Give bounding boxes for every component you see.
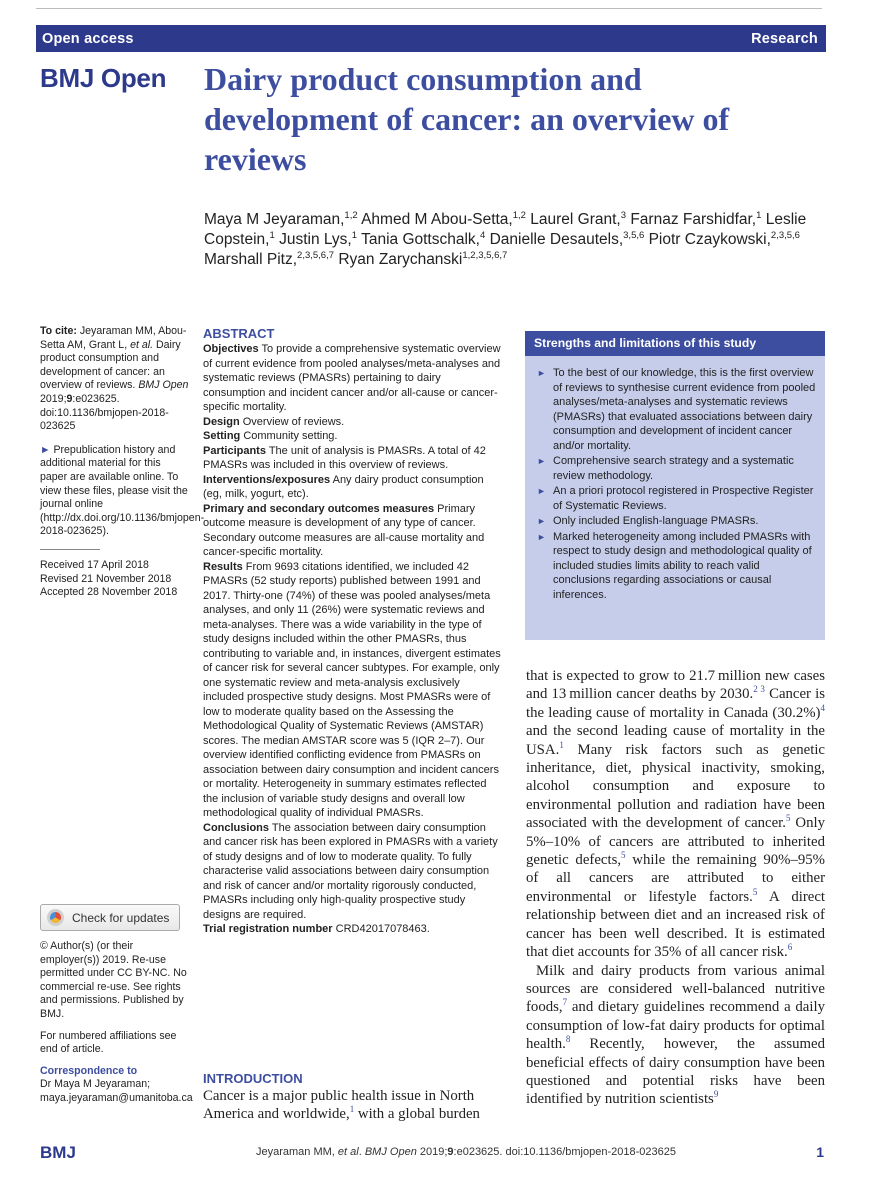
citation-block: [40, 325, 190, 434]
triangle-bullet-icon: ►: [537, 368, 546, 378]
strengths-heading: Strengths and limitations of this study: [525, 331, 825, 356]
cite-journal: BMJ Open: [138, 379, 189, 392]
abstract-section: [203, 821, 503, 923]
abstract-body: [203, 342, 503, 937]
footer-logo: BMJ: [40, 1143, 76, 1162]
strengths-list: [525, 356, 825, 602]
cite-volume: 9: [66, 392, 73, 405]
abstract-section-label: Setting: [203, 430, 241, 442]
author-name[interactable]: Marshall Pitz,: [204, 251, 298, 268]
author-affiliation: 2,3,5,6: [770, 229, 800, 241]
body-text: Many risk factors such as genetic inheritance, diet, physical inactivity, smoking, alcohol consumption and exposure to environmental pollution and radiation have been associated with the development of cancer.: [526, 741, 825, 832]
cite-etal: et al.: [130, 338, 154, 351]
footer-journal: BMJ Open: [364, 1146, 417, 1158]
divider: [40, 549, 100, 550]
author-name[interactable]: Ahmed M Abou-Setta,: [361, 211, 513, 228]
author-affiliation: 2,3,5,6,7: [297, 249, 335, 261]
left-sidebar-bottom: [40, 940, 193, 1106]
abstract-section: [203, 429, 503, 444]
abstract-section: [203, 922, 503, 937]
article-title: Dairy product consumption and development of cancer: an overview of reviews: [204, 61, 730, 177]
cite-doi[interactable]: :e023625. doi:10.1136/bmjopen-2018-023625: [40, 392, 169, 433]
prepub-text[interactable]: Prepublication history and additional material for this paper are available online. To view these files, please visit the journal online (http://dx.doi.org/10.1136/bmjopen-2018-023625).: [40, 443, 205, 538]
abstract-section-label: Trial registration number: [203, 923, 333, 935]
reference-link[interactable]: 2 3: [753, 684, 765, 695]
author-affiliation: 1: [269, 229, 275, 241]
author-affiliation: 1,2: [512, 209, 526, 221]
author-name[interactable]: Leslie Copstein,: [204, 211, 807, 248]
footer-citation: [256, 1146, 676, 1158]
author-name[interactable]: Maya M Jeyaraman,: [204, 211, 345, 228]
abstract-section-text: Any dairy product consumption (eg, milk, yogurt, etc).: [203, 473, 484, 500]
reference-link[interactable]: 7: [562, 997, 568, 1008]
introduction: [203, 1070, 503, 1124]
reference-link[interactable]: 1: [559, 739, 564, 750]
author-name[interactable]: Piotr Czaykowski,: [648, 231, 771, 248]
body-paragraph: [526, 667, 825, 962]
abstract-section: [203, 444, 503, 473]
strength-text: To the best of our knowledge, this is the first overview of reviews to synthesise current evidence from pooled analyses/meta-analyses and systematic reviews (PMASRs) that evaluated associations between dairy consumption and development of incident cancer and/or mortality.: [553, 367, 816, 452]
author-affiliation: 3,5,6: [623, 229, 645, 241]
cite-text: Dairy product consumption and development of cancer: an overview of reviews.: [40, 338, 181, 392]
arrow-icon: ►: [40, 443, 51, 456]
reference-link[interactable]: 5: [621, 850, 626, 861]
author-affiliation: 1,2: [344, 209, 358, 221]
copyright-note: © Author(s) (or their employer(s)) 2019. Re-use permitted under CC BY-NC. No commercial re-use. See rights and permissions. Published by BMJ.: [40, 940, 187, 1020]
abstract-section-label: Objectives: [203, 343, 259, 355]
article-type-label: Research: [751, 30, 818, 47]
body-text: and the second leading cause of mortality in the USA.: [526, 723, 825, 758]
correspondence-label: Correspondence to: [40, 1064, 138, 1077]
abstract-section: [203, 415, 503, 430]
affiliations-note: For numbered affiliations see end of article.: [40, 1029, 177, 1056]
accepted-date: Accepted 28 November 2018: [40, 586, 178, 599]
reference-link[interactable]: 9: [713, 1089, 719, 1100]
intro-text: Cancer is a major public health issue in North America and worldwide,: [203, 1088, 475, 1123]
journal-logo: BMJ Open: [40, 63, 167, 93]
footer-doi: :e023625. doi:10.1136/bmjopen-2018-023625: [453, 1146, 676, 1158]
introduction-text: [203, 1087, 503, 1124]
abstract-section-label: Interventions/exposures: [203, 473, 331, 486]
reference-link[interactable]: 5: [752, 886, 758, 897]
correspondence-name: Dr Maya M Jeyaraman;: [40, 1078, 151, 1091]
strength-item: [533, 484, 817, 513]
footer-volume: 9: [447, 1146, 454, 1158]
body-text: and dietary guidelines recommend a daily consumption of low-fat dairy products for optimal health.: [526, 999, 825, 1053]
body-text: while the remaining 90%–95% of all cancers are attributed to either environmental or lifestyle factors.: [526, 852, 825, 905]
triangle-bullet-icon: ►: [537, 456, 546, 466]
author-name[interactable]: Tania Gottschalk,: [361, 231, 480, 248]
abstract-section: [203, 502, 503, 560]
abstract-section-label: Results: [203, 560, 243, 573]
author-affiliation: 3: [620, 209, 627, 221]
cite-text: Jeyaraman MM, Abou-Setta AM, Grant L,: [40, 325, 187, 351]
page-footer: [36, 1140, 826, 1170]
body-text-right: [526, 667, 825, 1109]
abstract-section-text: From 9693 citations identified, we included 42 PMASRs (52 study reports) published between 1991 and 2017. Thirty-one (74%) of these was pooled analyses/meta analyses, and only 11 (26%) were systematic reviews and meta-analyses. There was a wide variability in the type of study designs included within the other PMASRs, thus contributing to variable and, in instances, divergent estimates of cancer risk for several cancer subtypes. For example, only one systematic review and meta-analysis exclusively included prospective study designs. Most PMASRs were of low to moderate quality based on the Assessing the Methodological Quality of Systematic Reviews (AMSTAR) scores. The median AMSTAR score was 5 (IQR 2–7). Our overview identified conflicting evidence from PMASRs on association between dairy consumption and incident cancers or mortality. Heterogeneity in summary estimates reflected the inclusion of variable study designs and overall low methodological quality of individual PMASRs.: [203, 560, 501, 819]
revised-date: Revised 21 November 2018: [40, 572, 172, 585]
abstract-section-label: Conclusions: [203, 821, 270, 834]
strength-text: Comprehensive search strategy and a systematic review methodology.: [553, 455, 794, 482]
abstract-section-text: Primary outcome measure is development of any type of cancer. Secondary outcome measures are all-cause mortality and cancer-specific mortality.: [203, 502, 485, 558]
intro-text: with a global burden: [354, 1106, 480, 1123]
footer-year: 2019;: [416, 1146, 448, 1158]
strength-item: [533, 454, 817, 483]
abstract-section-text: To provide a comprehensive systematic overview of current evidence from pooled analyses/meta-analyses and systematic reviews (PMASRs) pertaining to dairy consumption and incident cancer and/or all-cause or cancer-specific mortality.: [203, 343, 501, 413]
strength-item: [533, 514, 817, 529]
triangle-bullet-icon: ►: [537, 486, 546, 496]
abstract-section-label: Design: [203, 415, 240, 428]
strength-item: [533, 366, 817, 453]
author-name[interactable]: Justin Lys,: [279, 231, 352, 248]
strength-text: An a priori protocol registered in Prospective Register of Systematic Reviews.: [553, 485, 814, 512]
abstract-section-text: The association between dairy consumption and cancer risk has been explored in PMASRs with a variety of study designs and of low to moderate quality. To fully characterise valid associations between dairy consumption and risk of cancer and/or mortality rigorously conducted, PMASRs including only high-quality prospective study designs are required.: [203, 821, 498, 921]
triangle-bullet-icon: ►: [537, 516, 546, 526]
body-text: Cancer is the leading cause of mortality in Canada (30.2%): [526, 686, 826, 721]
body-text: Only 5%–10% of cancers are attributed to inherited genetic defects,: [526, 815, 825, 869]
reference-link[interactable]: 6: [787, 942, 793, 953]
abstract-section-text: CRD42017078463.: [332, 923, 430, 935]
header-banner: [36, 25, 826, 52]
author-affiliation: 4: [479, 229, 486, 241]
strength-item: [533, 530, 817, 603]
author-list: [204, 210, 824, 270]
received-date: Received 17 April 2018: [40, 558, 149, 571]
abstract-section-text: Community setting.: [240, 430, 338, 442]
author-name[interactable]: Laurel Grant,: [530, 211, 621, 228]
cite-text: 2019;: [40, 392, 67, 405]
author-name[interactable]: Ryan Zarychanski: [338, 251, 463, 268]
triangle-bullet-icon: ►: [537, 531, 546, 542]
strengths-limitations-box: [525, 331, 825, 640]
body-text: Recently, however, the assumed beneficial effects of dairy consumption have been questioned and potential risks have been identified by nutrition scientists: [526, 1036, 825, 1108]
footer-etal: et al: [337, 1146, 359, 1158]
author-name[interactable]: Farnaz Farshidfar,: [630, 211, 757, 228]
strength-text: Marked heterogeneity among included PMASRs with respect to study design and methodological quality of included studies limits ability to reach valid conclusions regarding associations or causal inferences.: [553, 530, 812, 601]
reference-link[interactable]: 5: [785, 813, 791, 824]
check-for-updates-label: Check for updates: [72, 910, 170, 925]
abstract-section-label: Participants: [203, 444, 266, 457]
reference-link[interactable]: 4: [820, 702, 825, 713]
footer-sep: .: [358, 1146, 365, 1158]
abstract-section-text: Overview of reviews.: [239, 415, 345, 428]
body-text: that is expected to grow to 21.7 million new cases and 13 million cancer deaths by 2030.: [526, 668, 825, 703]
abstract-section: [203, 473, 503, 502]
reference-link[interactable]: 1: [349, 1104, 355, 1115]
footer-author: Jeyaraman MM,: [256, 1146, 338, 1158]
open-access-label: Open access: [42, 30, 134, 47]
abstract-section: [203, 342, 503, 415]
body-text: Milk and dairy products from various animal sources are considered well-balanced nutritive foods,: [526, 962, 825, 1016]
abstract-section-label: Primary and secondary outcomes measures: [203, 502, 435, 515]
author-affiliation: 1: [351, 229, 358, 241]
abstract-section: [203, 560, 503, 821]
crossmark-icon: [47, 909, 64, 926]
body-text: A direct relationship between diet and an increased risk of cancer has been well described. It is estimated that diet accounts for 35% of all cancer risk.: [526, 888, 825, 961]
page-number: 1: [816, 1144, 824, 1160]
author-affiliation: 1,2,3,5,6,7: [462, 249, 508, 261]
strength-text: Only included English-language PMASRs.: [553, 515, 759, 527]
introduction-heading: INTRODUCTION: [203, 1071, 303, 1086]
author-affiliation: 1: [756, 209, 762, 221]
abstract: [203, 325, 503, 937]
abstract-section-text: The unit of analysis is PMASRs. A total of 42 PMASRs was included in this overview of reviews.: [203, 444, 486, 471]
left-sidebar: [40, 325, 205, 600]
cite-label: To cite:: [40, 325, 77, 337]
prepub-note: [40, 443, 205, 539]
correspondence-email[interactable]: maya.jeyaraman@umanitoba.ca: [40, 1091, 193, 1104]
reference-link[interactable]: 8: [565, 1034, 571, 1045]
top-rule: [36, 8, 822, 9]
body-paragraph: [526, 962, 825, 1109]
abstract-heading: ABSTRACT: [203, 326, 275, 341]
author-name[interactable]: Danielle Desautels,: [489, 231, 624, 248]
check-for-updates-button[interactable]: [40, 904, 180, 931]
